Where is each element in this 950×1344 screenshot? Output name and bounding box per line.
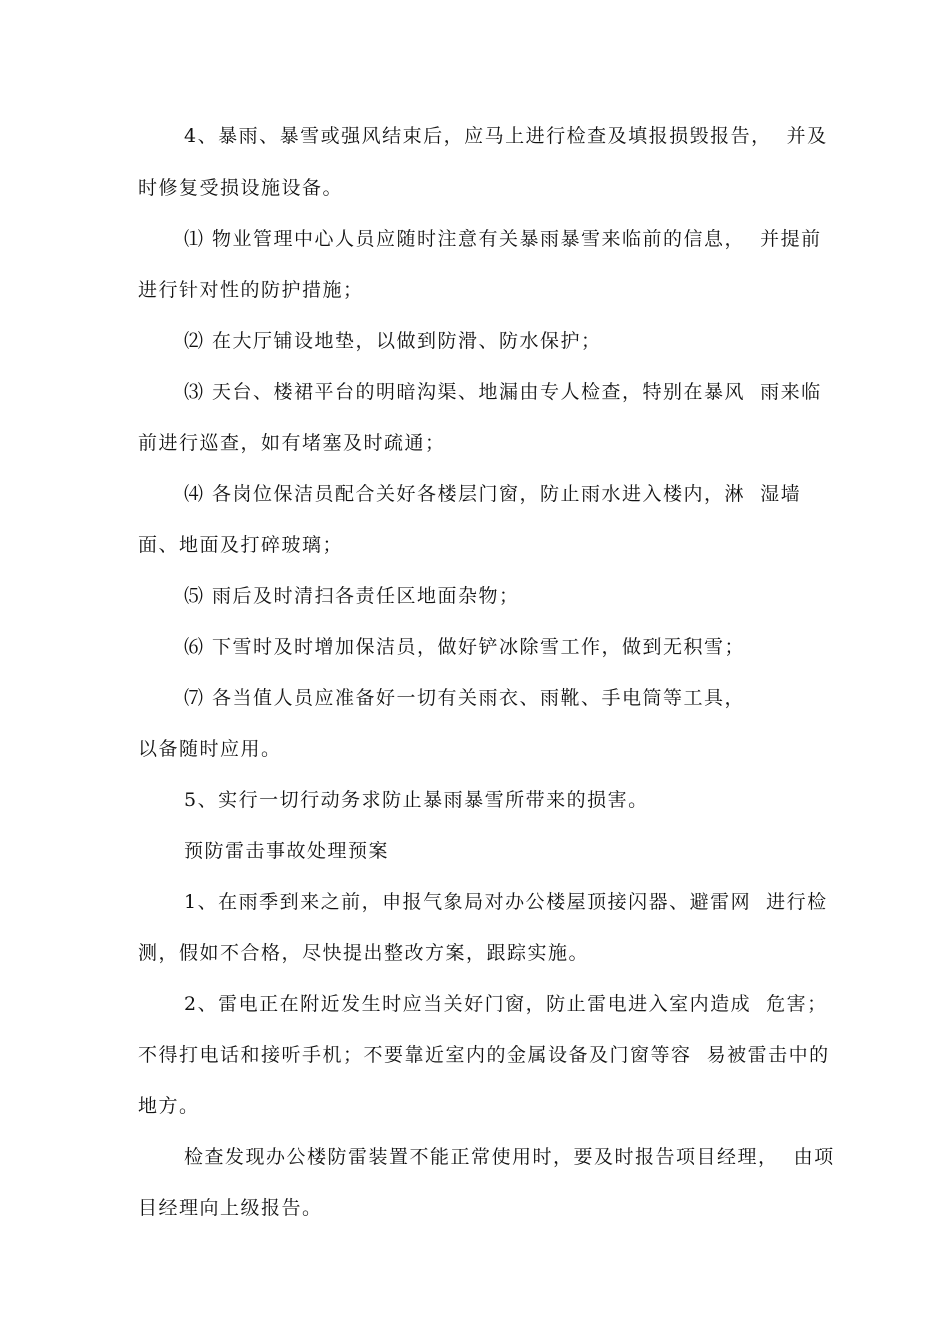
paragraph-line: 前进行巡查，如有堵塞及时疏通； — [138, 432, 446, 454]
paragraph-line: 4、暴雨、暴雪或强风结束后，应马上进行检查及填报损毁报告， 并及 — [184, 125, 828, 147]
paragraph-line: 1、在雨季到来之前，申报气象局对办公楼屋顶接闪器、避雷网 进行检 — [184, 891, 828, 913]
paragraph-line: 进行针对性的防护措施； — [138, 279, 364, 301]
paragraph-line: ⑶ 天台、楼裙平台的明暗沟渠、地漏由专人检查，特别在暴风 雨来临 — [184, 381, 822, 403]
paragraph-line: ⑵ 在大厅铺设地垫，以做到防滑、防水保护； — [184, 330, 602, 352]
section-heading: 预防雷击事故处理预案 — [184, 840, 390, 862]
paragraph-line: 测，假如不合格，尽快提出整改方案，跟踪实施。 — [138, 942, 590, 964]
paragraph-line: ⑷ 各岗位保洁员配合关好各楼层门窗，防止雨水进入楼内，淋 湿墙 — [184, 483, 802, 505]
paragraph-line: 目经理向上级报告。 — [138, 1197, 323, 1219]
paragraph-line: ⑴ 物业管理中心人员应随时注意有关暴雨暴雪来临前的信息， 并提前 — [184, 228, 822, 250]
paragraph-line: ⑹ 下雪时及时增加保洁员，做好铲冰除雪工作，做到无积雪； — [184, 636, 746, 658]
paragraph-line: ⑺ 各当值人员应准备好一切有关雨衣、雨靴、手电筒等工具， — [184, 687, 746, 709]
paragraph-line: 检查发现办公楼防雷装置不能正常使用时，要及时报告项目经理， 由项 — [184, 1146, 835, 1168]
paragraph-line: ⑸ 雨后及时清扫各责任区地面杂物； — [184, 585, 520, 607]
paragraph-line: 不得打电话和接听手机；不要靠近室内的金属设备及门窗等容 易被雷击中的 — [138, 1044, 830, 1066]
paragraph-line: 地方。 — [138, 1095, 200, 1117]
paragraph-line: 5、实行一切行动务求防止暴雨暴雪所带来的损害。 — [184, 789, 649, 811]
paragraph-line: 时修复受损设施设备。 — [138, 177, 344, 199]
paragraph-line: 面、地面及打碎玻璃； — [138, 534, 344, 556]
paragraph-line: 2、雷电正在附近发生时应当关好门窗，防止雷电进入室内造成 危害； — [184, 993, 828, 1015]
paragraph-line: 以备随时应用。 — [138, 738, 282, 760]
